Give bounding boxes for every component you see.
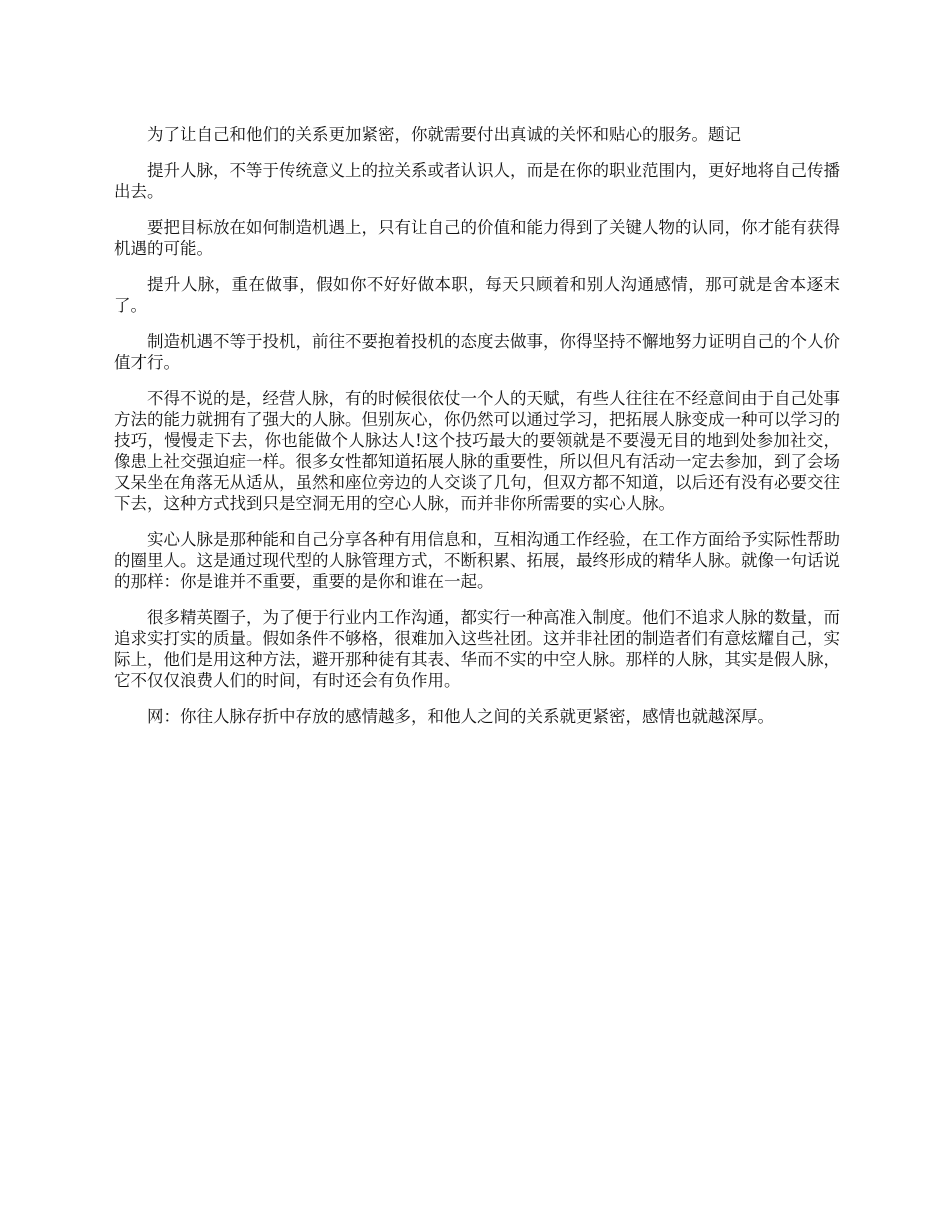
paragraph-9: 网：你往人脉存折中存放的感情越多，和他人之间的关系就更紧密，感情也就越深厚。: [147, 707, 774, 726]
paragraph-4: 提升人脉，重在做事，假如你不好好做本职，每天只顾着和别人沟通感情，那可就是舍本逐末了。: [114, 275, 840, 315]
paragraph-8: 很多精英圈子，为了便于行业内工作沟通，都实行一种高准入制度。他们不追求人脉的数量，而追求实打实的质量。假如条件不够格，很难加入这些社团。这并非社团的制造者们有意炫耀自己，实际上，他们是用这种方法，避开那种徒有其表、华而不实的中空人脉。那样的人脉，其实是假人脉，它不仅仅浪费人们的时间，有时还会有负作用。: [114, 608, 840, 690]
paragraph-7: 实心人脉是那种能和自己分享各种有用信息和，互相沟通工作经验，在工作方面给予实际性帮助的圈里人。这是通过现代型的人脉管理方式，不断积累、拓展，最终形成的精华人脉。就像一句话说的那样：你是谁并不重要，重要的是你和谁在一起。: [114, 530, 840, 591]
document-body: [114, 124, 840, 742]
paragraph-6: 不得不说的是，经营人脉，有的时候很依仗一个人的天赋，有些人往往在不经意间由于自己处事方法的能力就拥有了强大的人脉。但别灰心，你仍然可以通过学习，把拓展人脉变成一种可以学习的技巧，慢慢走下去，你也能做个人脉达人!这个技巧最大的要领就是不要漫无目的地到处参加社交，像患上社交强迫症一样。很多女性都知道拓展人脉的重要性，所以但凡有活动一定去参加，到了会场又呆坐在角落无从适从，虽然和座位旁边的人交谈了几句，但双方都不知道，以后还有没有必要交往下去，这种方式找到只是空洞无用的空心人脉，而并非你所需要的实心人脉。: [114, 389, 840, 513]
paragraph-3: 要把目标放在如何制造机遇上，只有让自己的价值和能力得到了关键人物的认同，你才能有获得机遇的可能。: [114, 218, 840, 258]
paragraph-2: 提升人脉，不等于传统意义上的拉关系或者认识人，而是在你的职业范围内，更好地将自己传播出去。: [114, 161, 840, 201]
paragraph-5: 制造机遇不等于投机，前往不要抱着投机的态度去做事，你得坚持不懈地努力证明自己的个人价值才行。: [114, 332, 840, 372]
paragraph-1: 为了让自己和他们的关系更加紧密，你就需要付出真诚的关怀和贴心的服务。题记: [147, 125, 741, 144]
